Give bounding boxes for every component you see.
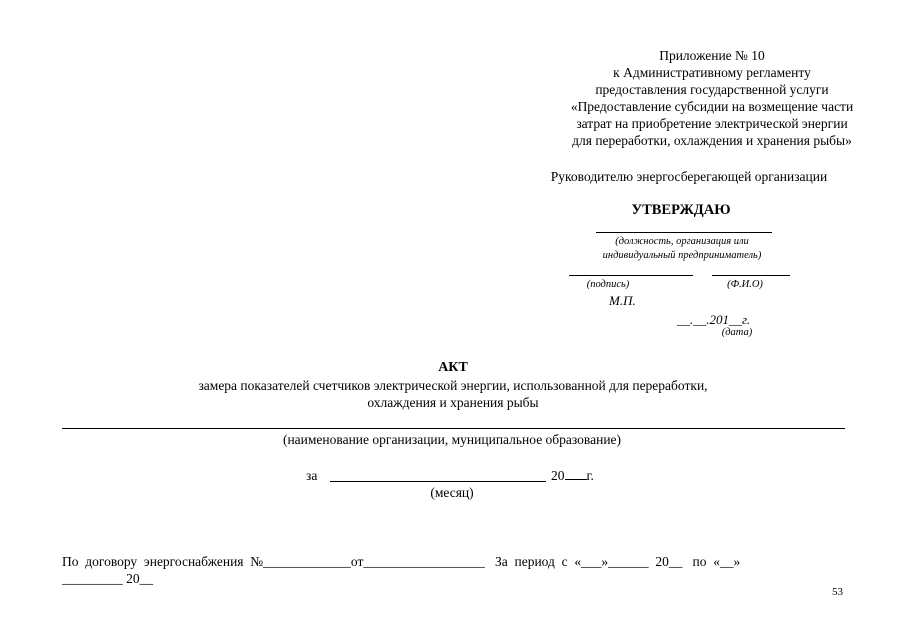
page-number: 53 [832, 586, 843, 598]
act-subtitle-1: замера показателей счетчиков электрической энергии, использованной для переработки, [198, 378, 708, 393]
act-subtitle-2: охлаждения и хранения рыбы [367, 395, 539, 410]
act-title: АКТ [438, 360, 468, 375]
contract-line-1: По договору энергоснабжения №_____________от__________________ За период с «___»______ 20__ по «__» [62, 554, 741, 569]
period-year-prefix: 20 [551, 468, 565, 483]
name-caption: (Ф.И.О) [727, 279, 763, 290]
signature-line [569, 275, 693, 276]
position-caption-2: индивидуальный предприниматель) [602, 250, 762, 261]
approval-date [677, 312, 750, 328]
month-line [330, 481, 546, 482]
appendix-line-1: Приложение № 10 [659, 48, 765, 63]
month-caption: (месяц) [430, 485, 474, 500]
approval-title: УТВЕРЖДАЮ [631, 202, 731, 218]
appendix-line-5: затрат на приобретение электрической энергии [576, 116, 848, 131]
appendix-line-6: для переработки, охлаждения и хранения рыбы» [572, 133, 852, 148]
organization-line [62, 428, 845, 429]
date-prefix: __.__. [677, 312, 710, 327]
date-suffix: __г. [729, 312, 751, 327]
name-line [712, 275, 790, 276]
appendix-line-2: к Административному регламенту [613, 65, 811, 80]
appendix-line-4: «Предоставление субсидии на возмещение части [570, 99, 854, 114]
year-blank [565, 469, 587, 480]
date-caption: (дата) [721, 327, 753, 338]
organization-caption: (наименование организации, муниципальное образование) [282, 432, 622, 447]
period-year [551, 467, 594, 484]
addressee: Руководителю энергосберегающей организации [550, 169, 828, 184]
contract-line-2: _________ 20__ [62, 571, 154, 586]
signature-caption: (подпись) [586, 279, 630, 290]
stamp-label: М.П. [609, 293, 636, 308]
appendix-line-3: предоставления государственной услуги [595, 82, 829, 97]
position-line [596, 232, 772, 233]
period-year-suffix: г. [586, 468, 594, 483]
position-caption-1: (должность, организация или [615, 236, 749, 247]
period-prefix: за [306, 468, 318, 483]
date-year: 201 [709, 312, 729, 327]
